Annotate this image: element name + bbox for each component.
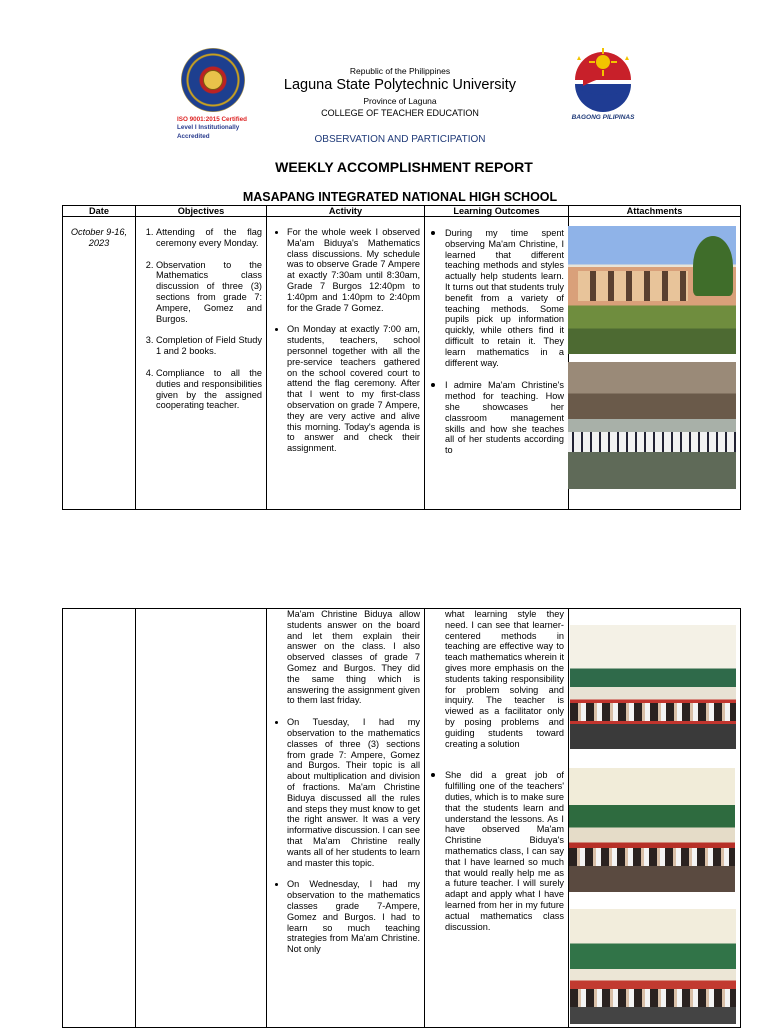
activity-item: • For the whole week I observed Ma'am Biduya's Mathematics class discussions. My schedule was to observe Grade 7 Ampere at exactly 7:30am until 8:30am, Grade 7 Burgos 12:40pm to 1:40pm and 1:40pm to 2:40pm for the Grade 7 Gomez. (287, 227, 420, 313)
header-activity: Activity (267, 206, 425, 217)
university-name: Laguna State Polytechnic University (283, 77, 517, 93)
iso-line-3: Accredited (177, 132, 210, 140)
bagong-pilipinas-logo (555, 38, 651, 128)
date-cell-continued (63, 609, 136, 1028)
objective-item: 1. Attending of the flag ceremony every Monday. (156, 227, 262, 249)
activity-item: • On Wednesday, I had my observation to the mathematics classes grade 7-Ampere, Gomez and Burgos. I had to learn so much teaching strategies from Ma'am Christine. Not only (287, 879, 420, 955)
header-date: Date (63, 206, 136, 217)
learning-outcomes-cell (425, 217, 569, 510)
iso-line-2: Level I Institutionally (177, 124, 240, 132)
table-header-row (63, 206, 741, 217)
objective-item: 2. Observation to the Mathematics class discussion of three (3) sections from grade 7: Ampere, Gomez and Burgos. (156, 260, 262, 325)
classroom-photo-1 (570, 625, 736, 749)
observation-heading: OBSERVATION AND PARTICIPATION (314, 134, 486, 145)
school-name: MASAPANG INTEGRATED NATIONAL HIGH SCHOOL (242, 190, 558, 204)
covered-court-photo (568, 362, 736, 489)
outcome-continued-text: what learning style they need. I can see that learner-centered methods in teaching are effective way to teach mathematics wherein it gives more emphasis on the students taking responsibility for problem solving and inquiry. The teacher is viewed as a facilitator only by posing problems and guiding students toward creating a solution (445, 609, 564, 749)
outcome-item: • I admire Ma'am Christine's method for teaching. How she showcases her classroom management skills and how she teaches all of her students according to (445, 379, 564, 456)
objective-item: 3. Completion of Field Study 1 and 2 books. (156, 335, 262, 357)
outcome-item: • She did a great job of fulfilling one of the teachers' duties, which is to make sure that the students learn and understand the lessons. As I have observed Ma'am Christine Biduya's mathematics class, I can say that I have learned so much that would really help me as a future teacher. I will surely adapt and apply what I have learned from her in my future actual mathematics class discussion. (445, 769, 564, 932)
activity-cell (267, 217, 425, 510)
school-building-photo (568, 226, 736, 354)
learning-outcomes-cell-continued (425, 609, 569, 1028)
activity-continued-text: Ma'am Christine Biduya allow students answer on the board and let them explain their answer on the class. I also observed classes of grade 7 Gomez and Burgos. They did the same thing which is answering the assignment given to them last friday. (287, 609, 420, 706)
header-learning-outcomes: Learning Outcomes (425, 206, 569, 217)
republic-text: Republic of the Philippines (349, 66, 451, 76)
header-objectives: Objectives (136, 206, 267, 217)
activity-item: • On Tuesday, I had my observation to the mathematics classes of three (3) sections from grade 7: Ampere, Gomez and Burgos. Their topic is all about multiplication and division of fractions. Ma'am Christine Biduya discussed all the rules and steps they must know to get the right answer. It was a very informative discussion. I can see that Ma'am Christine really wants all of her students to learn and master this topic. (287, 717, 420, 868)
activity-item: • On Monday at exactly 7:00 am, students, teachers, school personnel together with all the pre-service teachers gathered on the school covered court to attend the flag ceremony. After that I went to my first-class observation on grade 7 Ampere, they are very active and alive this morning. Today's agenda is to answer and check their assignment. (287, 324, 420, 454)
bagong-pilipinas-label: BAGONG PILIPINAS (571, 114, 635, 121)
college-name: COLLEGE OF TEACHER EDUCATION (321, 108, 479, 118)
classroom-photo-2 (569, 768, 735, 892)
report-title: WEEKLY ACCOMPLISHMENT REPORT (275, 159, 533, 175)
objectives-cell-continued (136, 609, 267, 1028)
date-cell: October 9-16, 2023 (63, 217, 136, 510)
header-attachments: Attachments (569, 206, 741, 217)
outcome-item: • During my time spent observing Ma'am Christine, I learned that different teaching methods and styles actually help students learn. It turns out that students truly benefit from a variety of teaching methods. Some pupils pick up information quickly, while others find it difficult to retain it. They learn mathematics in a different way. (445, 227, 564, 368)
objectives-cell (136, 217, 267, 510)
classroom-photo-3 (570, 909, 736, 1024)
objective-item: 4. Compliance to all the duties and responsibilities given by the assigned cooperating teacher. (156, 368, 262, 411)
province-text: Province of Laguna (363, 96, 437, 106)
iso-line-1: ISO 9001:2015 Certified (177, 116, 248, 123)
activity-cell-continued (267, 609, 425, 1028)
